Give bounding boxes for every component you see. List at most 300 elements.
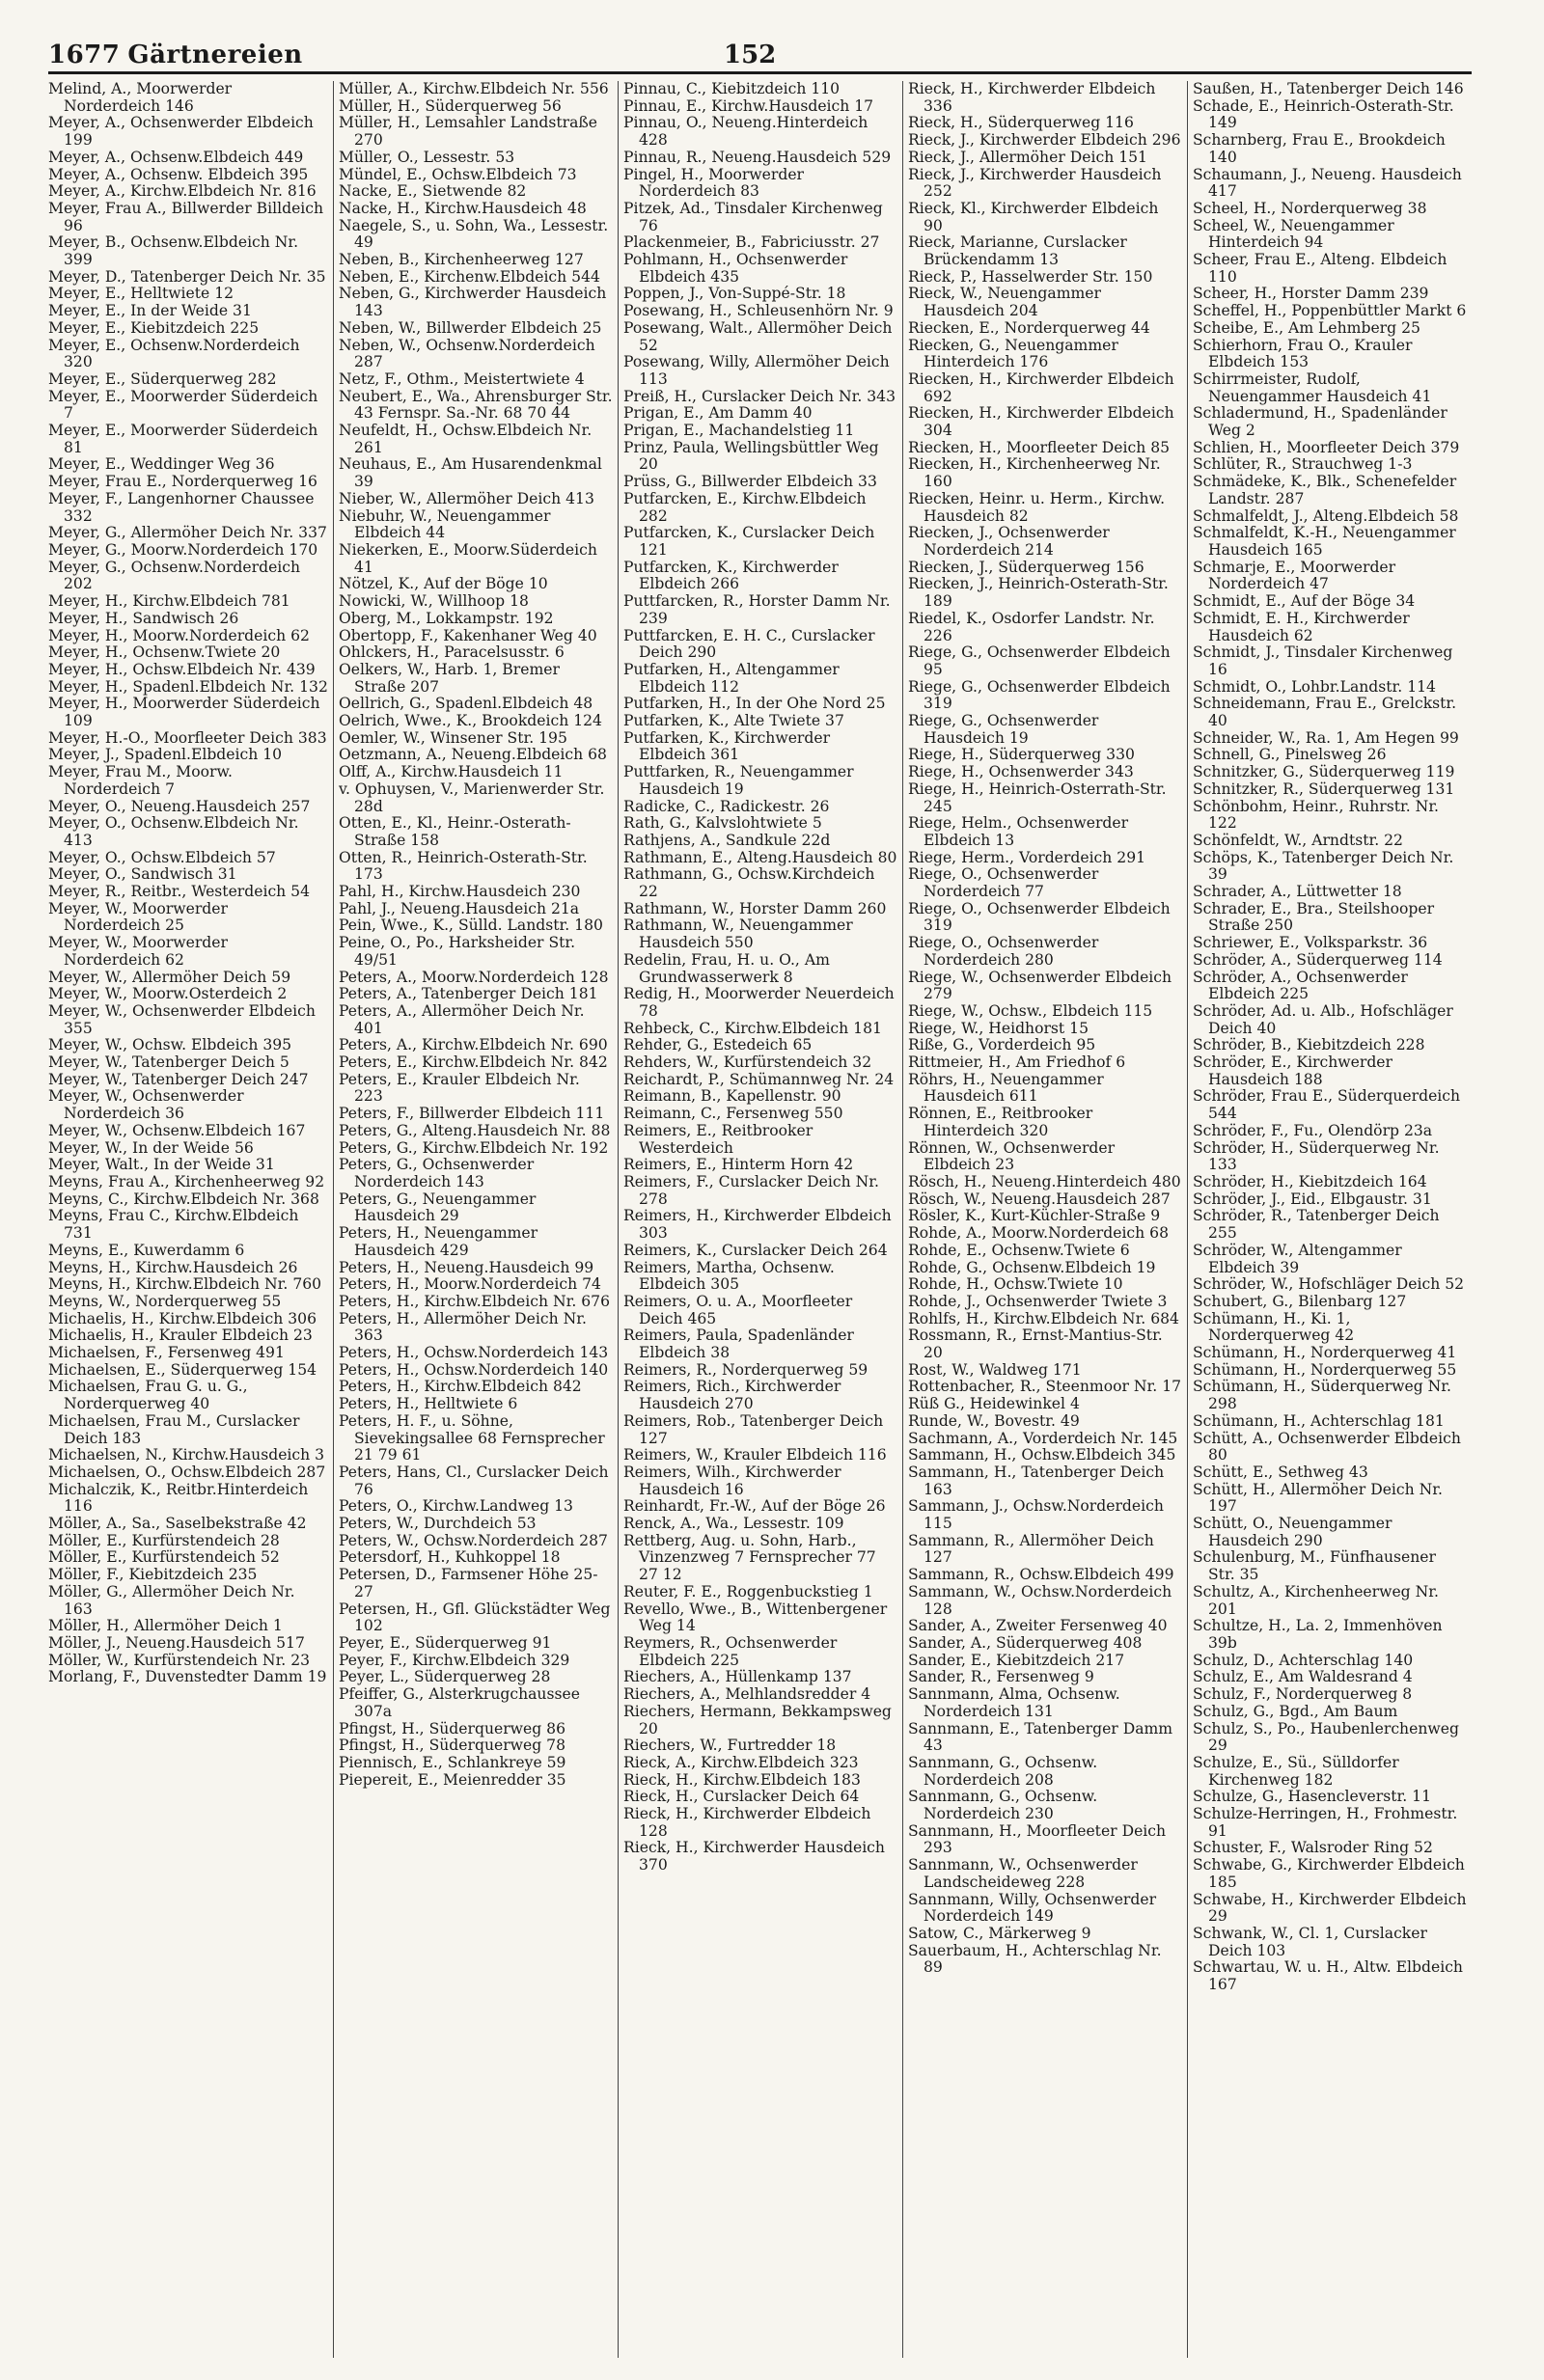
directory-entry: Rehder, G., Estedeich 65 (623, 1036, 813, 1054)
directory-entry: Riechers, A., Melhlandsredder 4 (623, 1685, 871, 1704)
directory-entry: Meyns, H., Kirchw.Elbdeich Nr. 760 (48, 1275, 322, 1294)
directory-entry: Peters, G., Kirchw.Elbdeich Nr. 192 (339, 1138, 609, 1157)
directory-entry: Reimers, K., Curslacker Deich 264 (623, 1241, 888, 1259)
page-reference: 1677 (48, 41, 121, 69)
directory-entry: Schnitzker, G., Süderquerweg 119 (1193, 763, 1455, 781)
directory-entry: Müller, H., Süderquerweg 56 (339, 96, 562, 115)
directory-entry: Rohde, E., Ochsenw.Twiete 6 (908, 1241, 1130, 1259)
directory-entry: Rohlfs, H., Kirchw.Elbdeich Nr. 684 (908, 1309, 1179, 1327)
directory-entry: Peine, O., Po., Harksheider Str. 49/51 (339, 934, 576, 969)
directory-entry: Schütt, A., Ochsenwerder Elbdeich 80 (1193, 1429, 1461, 1464)
directory-entry: Meyer, G., Ochsenw.Norderdeich 202 (48, 558, 301, 593)
directory-entry: Möller, F., Kiebitzdeich 235 (48, 1566, 258, 1584)
directory-entry: Meyer, W., Ochsenwerder Elbdeich 355 (48, 1001, 316, 1037)
directory-entry: Meyer, E., Moorwerder Süderdeich 7 (48, 387, 318, 423)
directory-entry: Rathmann, W., Neuengammer Hausdeich 550 (623, 916, 853, 952)
directory-entry: Neben, E., Kirchenw.Elbdeich 544 (339, 267, 600, 286)
directory-entry: Rieck, J., Allermöher Deich 151 (908, 148, 1147, 166)
directory-entry: Meyer, H., Moorwerder Süderdeich 109 (48, 695, 320, 730)
directory-entry: Sammann, H., Ochsw.Elbdeich 345 (908, 1446, 1176, 1464)
directory-entry: Putfarken, K., Alte Twiete 37 (623, 712, 844, 730)
directory-entry: Meyer, W., Moorw.Osterdeich 2 (48, 985, 288, 1003)
directory-entry: Riege, G., Ochsenwerder Hausdeich 19 (908, 712, 1099, 747)
directory-columns (48, 81, 1472, 2358)
directory-entry: Meyns, Frau C., Kirchw.Elbdeich 731 (48, 1207, 299, 1243)
directory-entry: Pfingst, H., Süderquerweg 78 (339, 1737, 566, 1755)
directory-entry: Schubert, G., Bilenbarg 127 (1193, 1292, 1407, 1310)
directory-entry: Redig, H., Moorwerder Neuerdeich 78 (623, 985, 895, 1020)
directory-entry: Meyer, H., Spadenl.Elbdeich Nr. 132 (48, 677, 328, 696)
directory-entry: Pein, Wwe., K., Sülld. Landstr. 180 (339, 916, 603, 935)
directory-entry: Sannmann, W., Ochsenwerder Landscheideweg 228 (908, 1856, 1138, 1891)
directory-entry: Schirrmeister, Rudolf, Neuengammer Hausdeich 41 (1193, 369, 1432, 405)
directory-entry: Oemler, W., Winsener Str. 195 (339, 728, 567, 747)
directory-entry: Reimann, C., Fersenweg 550 (623, 1105, 843, 1123)
directory-entry: Schade, E., Heinrich-Osterath-Str. 149 (1193, 96, 1454, 132)
directory-entry: Rohde, J., Ochsenwerder Twiete 3 (908, 1292, 1168, 1310)
directory-entry: Riedel, K., Osdorfer Landstr. Nr. 226 (908, 609, 1155, 644)
directory-entry: Rathmann, W., Horster Damm 260 (623, 899, 887, 917)
directory-entry: Oelrich, Wwe., K., Brookdeich 124 (339, 712, 602, 730)
directory-entry: Pohlmann, H., Ochsenwerder Elbdeich 435 (623, 251, 848, 286)
directory-entry: Nowicki, W., Willhoop 18 (339, 592, 529, 611)
directory-entry: Putfarken, H., In der Ohe Nord 25 (623, 695, 886, 713)
directory-entry: Pahl, J., Neueng.Hausdeich 21a (339, 899, 580, 917)
directory-entry: Riecken, J., Süderquerweg 156 (908, 558, 1144, 576)
directory-entry: Runde, W., Bovestr. 49 (908, 1411, 1080, 1430)
section-title: Gärtnereien (127, 41, 303, 69)
directory-entry: Schlüter, R., Strauchweg 1-3 (1193, 455, 1413, 474)
directory-entry: Posewang, H., Schleusenhörn Nr. 9 (623, 302, 894, 320)
directory-entry: Nötzel, K., Auf der Böge 10 (339, 575, 548, 593)
directory-entry: Schriewer, E., Volksparkstr. 36 (1193, 934, 1428, 952)
directory-entry: Reimers, F., Curslacker Deich Nr. 278 (623, 1173, 879, 1208)
directory-entry: Reimers, W., Krauler Elbdeich 116 (623, 1446, 887, 1464)
directory-entry: Rieck, W., Neuengammer Hausdeich 204 (908, 285, 1101, 320)
column-3 (618, 81, 902, 2358)
directory-entry: Posewang, Walt., Allermöher Deich 52 (623, 318, 893, 354)
directory-entry: Meyer, Frau A., Billwerder Billdeich 96 (48, 199, 324, 234)
directory-entry: Rohde, G., Ochsenw.Elbdeich 19 (908, 1258, 1156, 1276)
directory-entry: Michaelsen, F., Fersenweg 491 (48, 1344, 285, 1362)
directory-entry: Ohlckers, H., Paracelsusstr. 6 (339, 643, 565, 662)
directory-entry: Riege, W., Heidhorst 15 (908, 1019, 1089, 1037)
directory-entry: Mündel, E., Ochsw.Elbdeich 73 (339, 165, 577, 183)
directory-entry: Posewang, Willy, Allermöher Deich 113 (623, 353, 890, 388)
directory-entry: Möller, G., Allermöher Deich Nr. 163 (48, 1582, 295, 1618)
directory-entry: Oetzmann, A., Neueng.Elbdeich 68 (339, 746, 607, 764)
directory-entry: Schröder, H., Süderquerweg Nr. 133 (1193, 1138, 1440, 1174)
directory-entry: Rönnen, W., Ochsenwerder Elbdeich 23 (908, 1138, 1116, 1174)
directory-entry: Sammann, H., Tatenberger Deich 163 (908, 1463, 1165, 1498)
directory-entry: Rettberg, Aug. u. Sohn, Harb., Vinzenzweg 7 Fernsprecher 77 27 12 (623, 1531, 876, 1584)
directory-entry: Neben, W., Billwerder Elbdeich 25 (339, 318, 602, 337)
directory-entry: Röhrs, H., Neuengammer Hausdeich 611 (908, 1070, 1104, 1106)
directory-entry: Riege, G., Ochsenwerder Elbdeich 95 (908, 643, 1171, 678)
directory-entry: Revello, Wwe., B., Wittenbergener Weg 14 (623, 1600, 888, 1635)
directory-entry: Prüss, G., Billwerder Elbdeich 33 (623, 473, 877, 491)
directory-entry: Schulz, F., Norderquerweg 8 (1193, 1685, 1413, 1704)
directory-entry: Schulze, G., Hasencleverstr. 11 (1193, 1788, 1431, 1806)
directory-entry: Schrader, A., Lüttwetter 18 (1193, 883, 1402, 901)
directory-entry: Möller, E., Kurfürstendeich 28 (48, 1531, 280, 1549)
directory-entry: Peters, H., Kirchw.Elbdeich Nr. 676 (339, 1292, 611, 1310)
column-5 (1187, 81, 1472, 2358)
directory-entry: Peters, W., Ochsw.Norderdeich 287 (339, 1531, 608, 1549)
directory-entry: Schröder, R., Tatenberger Deich 255 (1193, 1207, 1440, 1243)
directory-entry: Rieck, A., Kirchw.Elbdeich 323 (623, 1753, 859, 1771)
directory-entry: Melind, A., Moorwerder Norderdeich 146 (48, 81, 233, 115)
directory-entry: Möller, H., Allermöher Deich 1 (48, 1617, 283, 1635)
directory-entry: Schröder, B., Kiebitzdeich 228 (1193, 1036, 1425, 1054)
directory-entry: Möller, W., Kurfürstendeich Nr. 23 (48, 1651, 311, 1669)
directory-entry: Riecken, H., Moorfleeter Deich 85 (908, 438, 1171, 456)
column-1 (48, 81, 333, 2358)
directory-entry: Reuter, F. E., Roggenbuckstieg 1 (623, 1582, 873, 1600)
directory-entry: Meyer, B., Ochsenw.Elbdeich Nr. 399 (48, 233, 299, 269)
directory-entry: Rath, G., Kalvslohtwiete 5 (623, 814, 822, 833)
directory-entry: Riege, H., Süderquerweg 330 (908, 746, 1135, 764)
directory-entry: Radicke, C., Radickestr. 26 (623, 797, 830, 815)
directory-entry: Otten, R., Heinrich-Osterath-Str. 173 (339, 848, 588, 884)
directory-entry: Schwartau, W. u. H., Altw. Elbdeich 167 (1193, 1958, 1463, 1994)
directory-entry: Rieck, J., Kirchwerder Hausdeich 252 (908, 165, 1162, 201)
directory-entry: Riege, H., Heinrich-Osterrath-Str. 245 (908, 780, 1167, 815)
directory-entry: Rieck, H., Kirchwerder Elbdeich 336 (908, 81, 1156, 115)
directory-entry: Meyer, O., Sandwisch 31 (48, 865, 237, 884)
directory-entry: Sander, A., Zweiter Fersenweg 40 (908, 1617, 1168, 1635)
directory-entry: Michaelsen, O., Ochsw.Elbdeich 287 (48, 1463, 326, 1481)
directory-entry: Schmädeke, K., Blk., Schenefelder Landstr. 287 (1193, 473, 1457, 507)
directory-entry: Michaelsen, N., Kirchw.Hausdeich 3 (48, 1446, 325, 1464)
directory-entry: Michaelsen, Frau G. u. G., Norderquerweg 40 (48, 1378, 248, 1413)
directory-entry: Rittmeier, H., Am Friedhof 6 (908, 1053, 1126, 1072)
directory-entry: Rösch, H., Neueng.Hinterdeich 480 (908, 1173, 1181, 1190)
directory-entry: Pinnau, R., Neueng.Hausdeich 529 (623, 148, 892, 166)
directory-entry: Neben, B., Kirchenheerweg 127 (339, 251, 584, 269)
directory-entry: Reimann, B., Kapellenstr. 90 (623, 1087, 841, 1106)
directory-entry: Riege, O., Ochsenwerder Norderdeich 77 (908, 865, 1099, 901)
directory-entry: Schnitzker, R., Süderquerweg 131 (1193, 780, 1455, 798)
directory-entry: Oberg, M., Lokkampstr. 192 (339, 609, 554, 627)
directory-entry: Neufeldt, H., Ochsw.Elbdeich Nr. 261 (339, 422, 593, 456)
directory-entry: Riege, Helm., Ochsenwerder Elbdeich 13 (908, 814, 1129, 849)
directory-entry: Peters, G., Ochsenwerder Norderdeich 143 (339, 1156, 535, 1190)
directory-entry: Riege, O., Ochsenwerder Norderdeich 280 (908, 934, 1099, 969)
directory-entry: Meyer, O., Ochsw.Elbdeich 57 (48, 848, 276, 866)
directory-entry: Scharnberg, Frau E., Brookdeich 140 (1193, 131, 1446, 166)
directory-entry: Schütt, E., Sethweg 43 (1193, 1463, 1368, 1481)
directory-entry: Scheer, H., Horster Damm 239 (1193, 285, 1429, 303)
directory-entry: Riechers, W., Furtredder 18 (623, 1737, 837, 1755)
directory-entry: Neben, G., Kirchwerder Hausdeich 143 (339, 285, 607, 320)
directory-entry: Rieck, H., Kirchwerder Hausdeich 370 (623, 1839, 885, 1874)
directory-entry: Rieck, H., Süderquerweg 116 (908, 114, 1134, 132)
directory-entry: Möller, A., Sa., Saselbekstraße 42 (48, 1515, 307, 1533)
directory-entry: Sammann, J., Ochsw.Norderdeich 115 (908, 1497, 1164, 1533)
directory-entry: Meyer, W., Tatenberger Deich 5 (48, 1053, 290, 1072)
directory-entry: Rösch, W., Neueng.Hausdeich 287 (908, 1190, 1171, 1208)
directory-entry: Rottenbacher, R., Steenmoor Nr. 17 (908, 1378, 1182, 1396)
directory-entry: Schröder, J., Eid., Elbgaustr. 31 (1193, 1190, 1432, 1208)
directory-entry: Pingel, H., Moorwerder Norderdeich 83 (623, 165, 804, 201)
directory-entry: Meyer, A., Ochsenwerder Elbdeich 199 (48, 114, 314, 150)
directory-entry: Peters, H., Helltwiete 6 (339, 1395, 518, 1413)
directory-entry: Meyns, H., Kirchw.Hausdeich 26 (48, 1258, 298, 1276)
directory-entry: Pinnau, C., Kiebitzdeich 110 (623, 81, 841, 97)
directory-entry: Peters, F., Billwerder Elbdeich 111 (339, 1105, 605, 1123)
directory-entry: Sannmann, G., Ochsenw. Norderdeich 208 (908, 1753, 1098, 1789)
directory-entry: Möller, J., Neueng.Hausdeich 517 (48, 1633, 305, 1652)
directory-entry: Schwabe, H., Kirchwerder Elbdeich 29 (1193, 1890, 1467, 1926)
directory-entry: Sander, A., Süderquerweg 408 (908, 1633, 1143, 1652)
directory-entry: Peters, W., Durchdeich 53 (339, 1515, 537, 1533)
directory-entry: Schwabe, G., Kirchwerder Elbdeich 185 (1193, 1856, 1465, 1891)
directory-entry: Peters, G., Alteng.Hausdeich Nr. 88 (339, 1121, 611, 1139)
directory-entry: Putfarken, H., Altengammer Elbdeich 112 (623, 660, 840, 696)
directory-entry: Piennisch, E., Schlankreye 59 (339, 1753, 566, 1771)
directory-entry: Peters, H., Ochsw.Norderdeich 143 (339, 1344, 609, 1362)
directory-entry: Oellrich, G., Spadenl.Elbdeich 48 (339, 695, 593, 713)
directory-entry: Riße, G., Vorderdeich 95 (908, 1036, 1096, 1054)
directory-entry: Meyns, W., Norderquerweg 55 (48, 1292, 282, 1310)
directory-entry: Riege, Herm., Vorderdeich 291 (908, 848, 1146, 866)
directory-entry: Riecken, Heinr. u. Herm., Kirchw. Hausdeich 82 (908, 489, 1166, 525)
directory-entry: Schultz, A., Kirchenheerweg Nr. 201 (1193, 1582, 1439, 1618)
directory-entry: Müller, O., Lessestr. 53 (339, 148, 515, 166)
directory-entry: Michaelis, H., Kirchw.Elbdeich 306 (48, 1309, 317, 1327)
directory-entry: Scheer, Frau E., Alteng. Elbdeich 110 (1193, 251, 1448, 286)
directory-entry: Meyer, E., Kiebitzdeich 225 (48, 318, 260, 337)
directory-entry: Meyer, D., Tatenberger Deich Nr. 35 (48, 267, 326, 286)
directory-entry: Meyer, W., Ochsenwerder Norderdeich 36 (48, 1087, 244, 1123)
directory-entry: Riecken, J., Ochsenwerder Norderdeich 214 (908, 524, 1110, 559)
directory-entry: Riege, H., Ochsenwerder 343 (908, 763, 1134, 781)
directory-entry: Peters, A., Allermöher Deich Nr. 401 (339, 1001, 585, 1037)
directory-entry: Schütt, O., Neuengammer Hausdeich 290 (1193, 1515, 1392, 1549)
directory-entry: Meyer, Frau E., Norderquerweg 16 (48, 473, 317, 491)
directory-entry: Schröder, E., Kirchwerder Hausdeich 188 (1193, 1053, 1392, 1088)
directory-entry: Sander, E., Kiebitzdeich 217 (908, 1651, 1125, 1669)
directory-entry: Renck, A., Wa., Lessestr. 109 (623, 1515, 844, 1533)
page-header (48, 39, 1472, 74)
directory-entry: Schladermund, H., Spadenländer Weg 2 (1193, 404, 1448, 440)
directory-entry: Peters, H., Allermöher Deich Nr. 363 (339, 1309, 587, 1345)
directory-entry: Piepereit, E., Meienredder 35 (339, 1770, 566, 1789)
directory-entry: Meyer, F., Langenhorner Chaussee 332 (48, 489, 315, 525)
directory-entry: Puttfarken, R., Neuengammer Hausdeich 19 (623, 763, 854, 798)
directory-entry: Rehders, W., Kurfürstendeich 32 (623, 1053, 872, 1072)
directory-entry: Reichardt, P., Schümannweg Nr. 24 (623, 1070, 895, 1088)
directory-entry: Schulz, D., Achterschlag 140 (1193, 1651, 1414, 1669)
directory-entry: Pitzek, Ad., Tinsdaler Kirchenweg 76 (623, 199, 883, 234)
directory-entry: Reimers, R., Norderquerweg 59 (623, 1360, 868, 1379)
directory-entry: Meyer, W., Tatenberger Deich 247 (48, 1070, 309, 1088)
directory-entry: Niebuhr, W., Neuengammer Elbdeich 44 (339, 506, 551, 542)
directory-entry: Rieck, Marianne, Curslacker Brückendamm 13 (908, 233, 1127, 269)
directory-entry: Meyer, H., Ochsenw.Twiete 20 (48, 643, 281, 662)
directory-entry: Meyer, H., Ochsw.Elbdeich Nr. 439 (48, 660, 316, 678)
directory-entry: Meyer, H., Moorw.Norderdeich 62 (48, 626, 310, 644)
directory-entry: Rieck, H., Kirchwerder Elbdeich 128 (623, 1805, 871, 1840)
directory-entry: Redelin, Frau, H. u. O., Am Grundwasserwerk 8 (623, 950, 830, 986)
directory-entry: Rost, W., Waldweg 171 (908, 1360, 1082, 1379)
directory-entry: Meyer, R., Reitbr., Westerdeich 54 (48, 883, 311, 901)
directory-entry: Meyer, W., In der Weide 56 (48, 1138, 254, 1157)
directory-entry: Reimers, E., Reitbrooker Westerdeich (623, 1121, 813, 1157)
directory-entry: Netz, F., Othm., Meistertwiete 4 (339, 369, 585, 388)
directory-entry: Peters, A., Kirchw.Elbdeich Nr. 690 (339, 1036, 608, 1054)
directory-entry: Scheel, W., Neuengammer Hinterdeich 94 (1193, 216, 1394, 252)
directory-entry: Preiß, H., Curslacker Deich Nr. 343 (623, 387, 896, 405)
directory-entry: Meyer, E., Süderquerweg 282 (48, 369, 277, 388)
directory-entry: Prinz, Paula, Wellingsbüttler Weg 20 (623, 438, 879, 474)
directory-entry: Reimers, Wilh., Kirchwerder Hausdeich 16 (623, 1463, 841, 1498)
directory-entry: Sammann, R., Ochsw.Elbdeich 499 (908, 1566, 1174, 1584)
running-head (48, 41, 303, 69)
directory-entry: Pinnau, E., Kirchw.Hausdeich 17 (623, 96, 874, 115)
directory-entry: Meyns, Frau A., Kirchenheerweg 92 (48, 1173, 325, 1190)
directory-entry: Reimers, H., Kirchwerder Elbdeich 303 (623, 1207, 892, 1243)
directory-entry: Putfarcken, E., Kirchw.Elbdeich 282 (623, 489, 867, 525)
directory-entry: Rehbeck, C., Kirchw.Elbdeich 181 (623, 1019, 882, 1037)
directory-entry: Schulze-Herringen, H., Frohmestr. 91 (1193, 1805, 1458, 1840)
directory-entry: Rathmann, G., Ochsw.Kirchdeich 22 (623, 865, 875, 901)
directory-entry: Michalczik, K., Reitbr.Hinterdeich 116 (48, 1480, 309, 1516)
directory-entry: Peters, H. F., u. Söhne, Sievekingsallee 68 Fernsprecher 21 79 61 (339, 1411, 605, 1464)
directory-entry: Riecken, H., Kirchwerder Elbdeich 304 (908, 404, 1174, 440)
directory-entry: Peters, H., Ochsw.Norderdeich 140 (339, 1360, 609, 1379)
page-number: 152 (724, 41, 777, 69)
directory-entry: Sannmann, H., Moorfleeter Deich 293 (908, 1821, 1167, 1857)
directory-entry: Rathmann, E., Alteng.Hausdeich 80 (623, 848, 897, 866)
directory-entry: Sannmann, Alma, Ochsenw. Norderdeich 131 (908, 1685, 1120, 1720)
directory-entry: Reimers, Paula, Spadenländer Elbdeich 38 (623, 1327, 854, 1362)
directory-entry: Meyer, G., Moorw.Norderdeich 170 (48, 540, 318, 559)
directory-entry: Peyer, L., Süderquerweg 28 (339, 1668, 551, 1686)
directory-entry: Riege, W., Ochsenwerder Elbdeich 279 (908, 968, 1172, 1003)
directory-entry: Meyer, A., Kirchw.Elbdeich Nr. 816 (48, 182, 317, 201)
directory-entry: Meyns, C., Kirchw.Elbdeich Nr. 368 (48, 1190, 319, 1208)
directory-entry: Plackenmeier, B., Fabriciusstr. 27 (623, 233, 880, 252)
directory-entry: Rohde, A., Moorw.Norderdeich 68 (908, 1224, 1170, 1243)
directory-entry: Schneider, W., Ra. 1, Am Hegen 99 (1193, 728, 1459, 747)
directory-entry: Saußen, H., Tatenberger Deich 146 (1193, 81, 1464, 97)
directory-entry: Schümann, H., Norderquerweg 41 (1193, 1344, 1457, 1362)
directory-entry: Meyer, H., Kirchw.Elbdeich 781 (48, 592, 290, 611)
directory-entry: Sander, R., Fersenweg 9 (908, 1668, 1094, 1686)
directory-entry: Olff, A., Kirchw.Hausdeich 11 (339, 763, 564, 781)
directory-entry: Möller, E., Kurfürstendeich 52 (48, 1548, 280, 1567)
directory-entry: Meyns, E., Kuwerdamm 6 (48, 1241, 245, 1259)
directory-entry: Peters, H., Neueng.Hausdeich 99 (339, 1258, 594, 1276)
directory-entry: Riecken, G., Neuengammer Hinterdeich 176 (908, 336, 1118, 371)
directory-entry: v. Ophuysen, V., Marienwerder Str. 28d (339, 780, 605, 815)
directory-entry: Meyer, H.-O., Moorfleeter Deich 383 (48, 728, 327, 747)
directory-entry: Scheibe, E., Am Lehmberg 25 (1193, 318, 1420, 337)
directory-entry: Scheffel, H., Poppenbüttler Markt 6 (1193, 302, 1467, 320)
directory-entry: Meyer, W., Allermöher Deich 59 (48, 968, 291, 986)
directory-entry: Poppen, J., Von-Suppé-Str. 18 (623, 285, 846, 303)
directory-entry: Reimers, Rob., Tatenberger Deich 127 (623, 1411, 884, 1447)
directory-entry: Meyer, W., Ochsw. Elbdeich 395 (48, 1036, 292, 1054)
directory-entry: Peters, G., Neuengammer Hausdeich 29 (339, 1190, 537, 1225)
directory-entry: Peters, O., Kirchw.Landweg 13 (339, 1497, 573, 1516)
directory-entry: Rossmann, R., Ernst-Mantius-Str. 20 (908, 1327, 1163, 1362)
directory-entry: Neuhaus, E., Am Husarendenkmal 39 (339, 455, 602, 491)
directory-entry: Peyer, E., Süderquerweg 91 (339, 1633, 552, 1652)
directory-entry: Schulenburg, M., Fünfhausener Str. 35 (1193, 1548, 1436, 1584)
directory-entry: Nieber, W., Allermöher Deich 413 (339, 489, 594, 507)
directory-entry: Riecken, E., Norderquerweg 44 (908, 318, 1150, 337)
column-2 (333, 81, 618, 2358)
directory-entry: Peters, A., Moorw.Norderdeich 128 (339, 968, 609, 986)
directory-entry: Meyer, O., Ochsenw.Elbdeich Nr. 413 (48, 814, 299, 849)
directory-entry: Prigan, E., Am Damm 40 (623, 404, 813, 423)
directory-entry: Riecken, H., Kirchwerder Elbdeich 692 (908, 369, 1174, 405)
directory-entry: Michaelsen, Frau M., Curslacker Deich 183 (48, 1411, 300, 1447)
directory-entry: Rieck, H., Kirchw.Elbdeich 183 (623, 1770, 861, 1789)
directory-entry: Schuster, F., Walsroder Ring 52 (1193, 1839, 1433, 1857)
directory-entry: Pfeiffer, G., Alsterkrugchaussee 307a (339, 1685, 580, 1720)
directory-entry: Nacke, E., Sietwende 82 (339, 182, 527, 201)
directory-entry: Rieck, P., Hasselwerder Str. 150 (908, 267, 1153, 286)
directory-entry: Schümann, H., Süderquerweg Nr. 298 (1193, 1378, 1452, 1413)
directory-entry: Rieck, H., Curslacker Deich 64 (623, 1788, 860, 1806)
directory-entry: Satow, C., Märkerweg 9 (908, 1924, 1091, 1942)
directory-entry: Rohde, H., Ochsw.Twiete 10 (908, 1275, 1123, 1294)
directory-entry: Schulz, G., Bgd., Am Baum (1193, 1702, 1398, 1720)
directory-entry: Rathjens, A., Sandkule 22d (623, 831, 831, 849)
directory-entry: Schulz, S., Po., Haubenlerchenweg 29 (1193, 1719, 1459, 1755)
directory-entry: Schümann, H., Achterschlag 181 (1193, 1411, 1445, 1430)
directory-entry: Sannmann, Willy, Ochsenwerder Norderdeich 149 (908, 1890, 1157, 1926)
directory-entry: Meyer, E., Helltwiete 12 (48, 285, 234, 303)
directory-entry: Morlang, F., Duvenstedter Damm 19 (48, 1668, 327, 1686)
directory-entry: Schröder, H., Kiebitzdeich 164 (1193, 1173, 1427, 1190)
directory-entry: Schmalfeldt, K.-H., Neuengammer Hausdeich 165 (1193, 524, 1456, 559)
directory-entry: Sauerbaum, H., Achterschlag Nr. 89 (908, 1941, 1162, 1977)
directory-entry: Naegele, S., u. Sohn, Wa., Lessestr. 49 (339, 216, 609, 252)
directory-entry: Schönbohm, Heinr., Ruhrstr. Nr. 122 (1193, 797, 1440, 833)
directory-entry: Putfarcken, K., Kirchwerder Elbdeich 266 (623, 558, 839, 593)
directory-entry: Schröder, Frau E., Süderquerdeich 544 (1193, 1087, 1461, 1123)
directory-entry: Riecken, J., Heinrich-Osterath-Str. 189 (908, 575, 1169, 611)
directory-entry: Meyer, A., Ochsenw. Elbdeich 395 (48, 165, 309, 183)
directory-entry: Putfarcken, K., Curslacker Deich 121 (623, 524, 875, 559)
directory-entry: Reimers, Rich., Kirchwerder Hausdeich 270 (623, 1378, 841, 1413)
directory-entry: Schmidt, E. H., Kirchwerder Hausdeich 62 (1193, 609, 1410, 644)
directory-entry: Schröder, F., Fu., Olendörp 23a (1193, 1121, 1433, 1139)
directory-entry: Schümann, H., Norderquerweg 55 (1193, 1360, 1457, 1379)
directory-entry: Niekerken, E., Moorw.Süderdeich 41 (339, 540, 597, 576)
directory-entry: Schultze, H., La. 2, Immenhöven 39b (1193, 1617, 1443, 1652)
directory-entry: Riechers, Hermann, Bekkampsweg 20 (623, 1702, 892, 1737)
directory-entry: Schmidt, E., Auf der Böge 34 (1193, 592, 1416, 611)
directory-entry: Müller, A., Kirchw.Elbdeich Nr. 556 (339, 81, 609, 97)
directory-entry: Müller, H., Lemsahler Landstraße 270 (339, 114, 598, 150)
directory-entry: Schmalfeldt, J., Alteng.Elbdeich 58 (1193, 506, 1459, 525)
directory-entry: Meyer, W., Moorwerder Norderdeich 62 (48, 934, 228, 969)
directory-entry: Meyer, A., Ochsenw.Elbdeich 449 (48, 148, 304, 166)
directory-entry: Meyer, E., Moorwerder Süderdeich 81 (48, 422, 318, 456)
directory-entry: Puttfarcken, E. H. C., Curslacker Deich 290 (623, 626, 875, 662)
directory-entry: Reinhardt, Fr.-W., Auf der Böge 26 (623, 1497, 886, 1516)
directory-entry: Schöps, K., Tatenberger Deich Nr. 39 (1193, 848, 1454, 884)
directory-entry: Meyer, G., Allermöher Deich Nr. 337 (48, 524, 327, 542)
directory-entry: Schaumann, J., Neueng. Hausdeich 417 (1193, 165, 1462, 201)
directory-entry: Neubert, E., Wa., Ahrensburger Str. 43 Fernspr. Sa.-Nr. 68 70 44 (339, 387, 613, 423)
